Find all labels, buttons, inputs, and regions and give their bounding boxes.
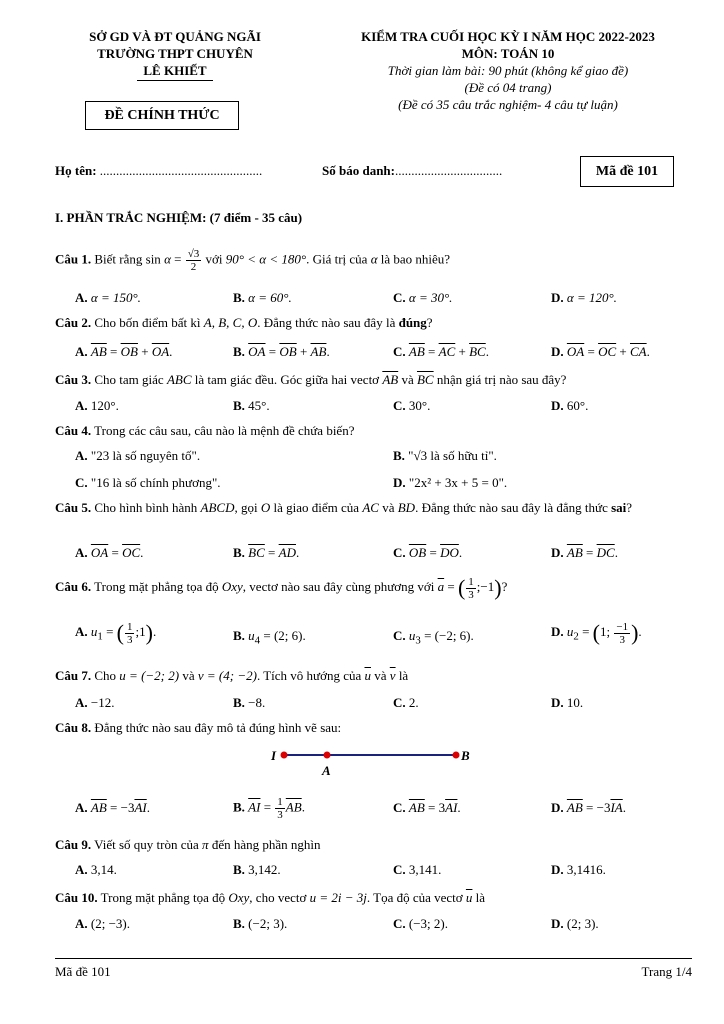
- q-text: ?: [626, 500, 633, 515]
- q-number: Câu 9.: [55, 837, 92, 852]
- q-text: Cho: [94, 668, 117, 683]
- option-a[interactable]: A. $\overline{AB} = \overline{OB} + \overline{OA}$.: [75, 344, 173, 359]
- footer-divider: [55, 958, 692, 959]
- vector-a: $\overline{a}$ = ( $\frac{1}{3}$ ;−1): [437, 575, 502, 601]
- official-box: ĐỀ CHÍNH THỨC: [85, 101, 239, 130]
- q-text: là: [398, 668, 409, 683]
- q-text: là: [475, 890, 486, 905]
- q-number: Câu 4.: [55, 423, 92, 438]
- q-text: là bao nhiêu?: [380, 251, 451, 267]
- question-1: [55, 248, 450, 273]
- q-text: . Đẳng thức nào sau đây là: [257, 315, 396, 330]
- question-7: Câu 7. Cho u = (−2; 2) và v = (4; −2). Tích vô hướng của $\overline{u}$ và $\overline{v}$ là: [55, 668, 409, 683]
- q-text: và: [374, 668, 387, 683]
- vector-u: u = 2i − 3j: [309, 890, 367, 905]
- label-b: B: [461, 748, 470, 763]
- q-math: π: [202, 837, 209, 852]
- option-b[interactable]: B. 3,142.: [233, 862, 281, 877]
- q-text: ?: [426, 315, 433, 330]
- school-header: [40, 28, 310, 81]
- q-text: Viết số quy tròn của: [94, 837, 199, 852]
- sbd-label: Số báo danh:: [322, 163, 395, 178]
- q-number: Câu 2.: [55, 315, 92, 330]
- sbd-line: [322, 163, 502, 179]
- point-i: [281, 752, 288, 759]
- q-math: Oxy: [221, 578, 243, 594]
- option-a[interactable]: A. α = 150°.: [75, 290, 141, 305]
- option-b[interactable]: B. −8.: [233, 695, 266, 710]
- exam-subject: MÔN: TOÁN 10: [461, 46, 555, 61]
- q-math: AC: [362, 500, 379, 515]
- vector-v: v = (4; −2): [197, 668, 257, 683]
- q-math: ABCD: [200, 500, 235, 515]
- q-math: O: [260, 500, 271, 515]
- option-d[interactable]: D. α = 120°.: [551, 290, 617, 305]
- q-math: α: [164, 251, 171, 267]
- option-c[interactable]: C. $\overline{AB} = 3\overline{AI}$.: [393, 800, 461, 815]
- q-number: Câu 8.: [55, 720, 92, 735]
- option-d[interactable]: D. $u_2 = (1$; $\frac{-1}{3}$ ).: [551, 620, 642, 646]
- option-c[interactable]: C. "16 là số chính phương".: [75, 475, 221, 490]
- option-c[interactable]: C. $\overline{AB} = \overline{AC} + \overline{BC}$.: [393, 344, 489, 359]
- segment-figure: [270, 745, 470, 779]
- q-text: nhận giá trị nào sau đây?: [436, 372, 567, 387]
- option-a[interactable]: A. $\overline{AB} = -3\overline{AI}$.: [75, 800, 150, 815]
- question-3: [55, 372, 566, 388]
- option-c[interactable]: C. $\overline{OB} = \overline{DO}$.: [393, 545, 463, 560]
- option-d[interactable]: D. 10.: [551, 695, 584, 710]
- q-number: Câu 6.: [55, 578, 92, 594]
- q-text: . Giá trị của: [306, 251, 368, 267]
- option-c[interactable]: C. α = 30°.: [393, 290, 453, 305]
- q-text: , gọi: [234, 500, 258, 515]
- q-text: và: [182, 668, 195, 683]
- question-8: [55, 720, 341, 736]
- option-d[interactable]: D. 3,1416.: [551, 862, 606, 877]
- q-text: là tam giác đều. Góc giữa hai vectơ: [194, 372, 380, 387]
- label-a: A: [322, 763, 331, 778]
- q-text: Biết rằng sin: [94, 251, 161, 267]
- q-text: là giao điểm của: [273, 500, 360, 515]
- q-text: đến hàng phần nghìn: [211, 837, 321, 852]
- q-text: , vectơ nào sau đây cùng phương với: [242, 578, 435, 594]
- option-c[interactable]: C. 2.: [393, 695, 419, 710]
- name-dots[interactable]: ..................................................: [99, 163, 263, 178]
- q-math: α: [370, 251, 378, 267]
- option-c[interactable]: C. 3,141.: [393, 862, 442, 877]
- exam-title: KIỂM TRA CUỐI HỌC KỲ I NĂM HỌC 2022-2023: [361, 29, 655, 44]
- q-text: và: [382, 500, 395, 515]
- section-title: I. PHẦN TRẮC NGHIỆM: (7 điểm - 35 câu): [55, 210, 303, 225]
- option-d[interactable]: D. 60°.: [551, 398, 589, 413]
- vector-bc: $\overline{BC}$: [416, 372, 434, 387]
- q-text: Trong mặt phẳng tọa độ: [94, 578, 219, 594]
- q-text: Đẳng thức nào sau đây mô tả đúng hình vẽ sau:: [94, 720, 342, 735]
- option-a[interactable]: A. $\overline{OA} = \overline{OC}$.: [75, 545, 144, 560]
- sqrt3: √3: [413, 448, 428, 463]
- q-emphasis: sai: [611, 500, 627, 515]
- question-9: [55, 837, 320, 853]
- q-text: . Tọa độ của vectơ: [366, 890, 463, 905]
- q-text: Trong các câu sau, câu nào là mệnh đề chứa biến?: [94, 423, 355, 438]
- q-math: BD: [397, 500, 416, 515]
- option-d[interactable]: D. $\overline{AB} = -3\overline{IA}$.: [551, 800, 626, 815]
- q-emphasis: đúng: [398, 315, 427, 330]
- q-text: với: [205, 251, 223, 267]
- question-10: Câu 10. Trong mặt phẳng tọa độ Oxy, cho vectơ u = 2i − 3j. Tọa độ của vectơ $\overline{u}$ là: [55, 890, 486, 905]
- option-d[interactable]: D. "2x² + 3x + 5 = 0".: [393, 475, 508, 490]
- option-b[interactable]: B. (−2; 3).: [233, 916, 288, 931]
- q-text: Cho bốn điểm bất kì: [94, 315, 201, 330]
- q-number: Câu 5.: [55, 500, 92, 515]
- school-line1: TRƯỜNG THPT CHUYÊN: [97, 46, 253, 61]
- footer-code: Mã đề 101: [55, 964, 111, 979]
- option-a[interactable]: A. −12.: [75, 695, 115, 710]
- q-number: Câu 7.: [55, 668, 92, 683]
- option-a[interactable]: A. 3,14.: [75, 862, 117, 877]
- q-text: . Tích vô hướng của: [256, 668, 362, 683]
- option-b[interactable]: B. $\overline{OA} = \overline{OB} + \overline{AB}$.: [233, 344, 330, 359]
- option-a[interactable]: A. 120°.: [75, 398, 119, 413]
- question-5: [55, 500, 695, 516]
- option-a[interactable]: A. "23 là số nguyên tố".: [75, 448, 201, 463]
- option-b[interactable]: B. 45°.: [233, 398, 270, 413]
- question-4: [55, 423, 354, 439]
- school-line2: LÊ KHIẾT: [137, 62, 212, 81]
- vector-ab: $\overline{AB}$: [382, 372, 399, 387]
- q-text: Cho hình bình hành: [94, 500, 198, 515]
- option-d[interactable]: D. (2; 3).: [551, 916, 599, 931]
- vector-u: u = (−2; 2): [119, 668, 180, 683]
- option-a[interactable]: A. (2; −3).: [75, 916, 130, 931]
- sqrt3-over-2: $\frac{√3}{2}$: [187, 248, 200, 273]
- q-text: Trong mặt phẳng tọa độ: [100, 890, 226, 905]
- q-math: Oxy: [228, 890, 250, 905]
- department: SỞ GD VÀ ĐT QUẢNG NGÃI: [89, 29, 261, 44]
- label-i: I: [271, 748, 277, 763]
- option-b[interactable]: B. "√3 là số hữu tỉ".: [393, 448, 497, 463]
- option-b[interactable]: B. $\overline{AI}$ = $\frac{1}{3}$ $\overline{AB}$.: [233, 796, 305, 821]
- q-math: ABC: [166, 372, 192, 387]
- q-text: và: [401, 372, 414, 387]
- q-text: Cho tam giác: [94, 372, 164, 387]
- q-number: Câu 3.: [55, 372, 92, 387]
- option-d[interactable]: D. $\overline{AB} = \overline{DC}$.: [551, 545, 618, 560]
- q-math: A, B, C, O: [203, 315, 258, 330]
- name-label: Họ tên:: [55, 163, 97, 178]
- sbd-dots[interactable]: .................................: [394, 163, 503, 178]
- exam-time: Thời gian làm bài: 90 phút (không kể giao đề): [387, 63, 629, 78]
- page-number: Trang 1/4: [641, 964, 692, 979]
- option-b[interactable]: B. $u_4 = (2$; 6).: [233, 628, 306, 647]
- q-number: Câu 1.: [55, 251, 92, 267]
- option-b[interactable]: B. α = 60°.: [233, 290, 292, 305]
- question-2: [55, 315, 433, 331]
- q-text: , cho vectơ: [249, 890, 307, 905]
- question-6: Câu 6. Trong mặt phẳng tọa độ Oxy, vectơ nào sau đây cùng phương với $\overline{a}$ = ( $\frac{1}{3}$ ;−1)?: [55, 575, 508, 601]
- option-b[interactable]: B. $\overline{BC} = \overline{AD}$.: [233, 545, 300, 560]
- exam-pages: (Đề có 04 trang): [464, 80, 552, 95]
- point-a: [324, 752, 331, 759]
- option-c[interactable]: C. 30°.: [393, 398, 431, 413]
- option-d[interactable]: D. $\overline{OA} = \overline{OC} + \overline{CA}$.: [551, 344, 650, 359]
- exam-desc: (Đề có 35 câu trắc nghiệm- 4 câu tự luận): [398, 97, 618, 112]
- q-number: Câu 10.: [55, 890, 98, 905]
- exam-code-box: Mã đề 101: [580, 156, 674, 187]
- q-text: . Đẳng thức nào sau đây là đẳng thức: [415, 500, 608, 515]
- student-name-line: [55, 163, 262, 179]
- exam-header: [330, 28, 686, 113]
- point-b: [453, 752, 460, 759]
- option-a[interactable]: A. $u_1$ = ( $\frac{1}{3}$ ;1).: [75, 620, 157, 646]
- option-c[interactable]: C. $u_3 = (-2$; 6).: [393, 628, 474, 647]
- option-c[interactable]: C. (−3; 2).: [393, 916, 448, 931]
- q-math: 90° < α < 180°: [225, 251, 307, 267]
- q-math: =: [174, 251, 182, 267]
